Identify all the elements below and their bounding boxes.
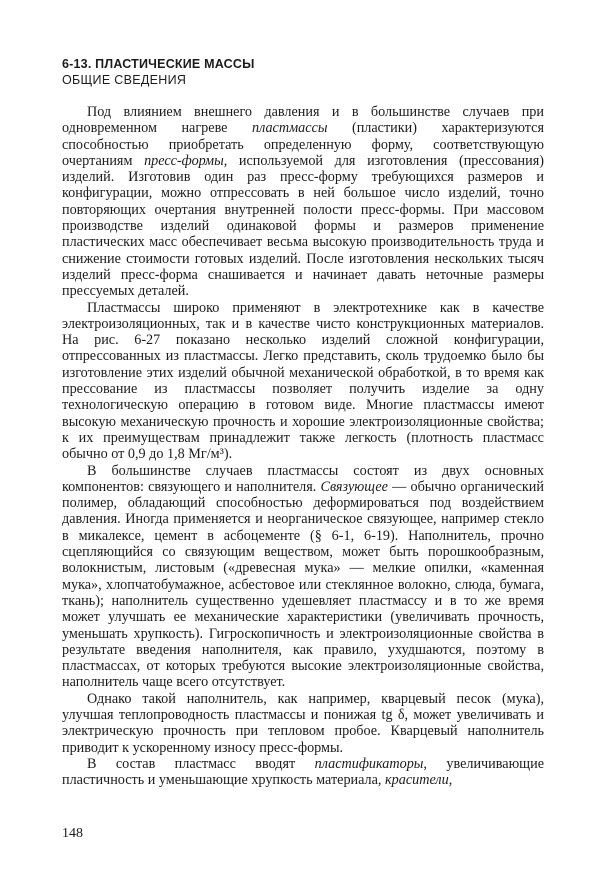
body-text <box>62 104 544 788</box>
italic-term: Связующее <box>320 478 388 495</box>
text-run: — обычно органический полимер, обладающий способностью деформироваться под воздействием давления. Иногда применяется и неорганическое связующее, например стекло в микалексе, цемент в асбоцементе (§ 6-1, 6-19). Наполнитель, прочно сцепляющийся со связующим веществом, может быть порошкообразным, волокнистым, листовым («древесная мука» — мелкие опилки, «каменная мука», хлопчатобумажное, асбестовое или стеклянное волокно, слюда, бумага, ткань); наполнитель существенно удешевляет пластмассу и в то же время может улучшать ее механические характеристики (увеличивать прочность, уменьшать хрупкость). Гигроскопичность и электроизоляционные свойства в результате введения наполнителя, как правило, ухудшаются, поэтому в пластмассах, от которых требуются высокие электроизоляционные свойства, наполнитель чаще всего отсутствует. <box>62 478 544 691</box>
paragraph <box>62 756 544 789</box>
paragraph <box>62 300 544 463</box>
italic-term: пластификаторы <box>314 755 424 772</box>
text-run: Пластмассы широко применяют в электротехнике как в качестве электроизоляционных, так и в качестве чисто конструкционных материалов. На рис. 6-27 показано несколько изделий сложной конфигурации, отпрессованных из пластмассы. Легко представить, сколь трудоемко было бы изготовление этих изделий обычной механической обработкой, в то время как прессование из пластмассы позволяет получить изделие за одну технологическую операцию в готовом виде. Многие пластмассы имеют высокую механическую прочность и хорошие электроизоляционные свойства; к их преимуществам принадлежит также легкость (плотность пластмасс обычно от 0,9 до 1,8 Мг/м³). <box>62 299 544 463</box>
text-run: Под влиянием внешнего давления и в большинстве случаев при одновременном нагреве <box>62 104 544 137</box>
book-page <box>62 56 544 788</box>
page-number: 148 <box>62 826 83 841</box>
text-run: , <box>448 772 453 789</box>
text-run: Однако такой наполнитель, как например, кварцевый песок (мука), улучшая теплопроводность пластмассы и понижая tg δ, может увеличивать и электрическую прочность при тепловом пробое. Кварцевый наполнитель приводит к ускоренному износу пресс-формы. <box>62 690 544 756</box>
text-run: В состав пластмасс вводят <box>87 755 315 772</box>
text-run: , используемой для изготовления (прессования) изделий. Изготовив один раз пресс-форму требующихся размеров и конфигурации, можно отпрессовать в ней большое число изделий, точно повторяющих очертания внутренней полости пресс-формы. При массовом производстве изделий одинаковой формы и размеров применение пластических масс обеспечивает весьма высокую производительность труда и снижение стоимости готовых изделий. После изготовления нескольких тысяч изделий пресс-форма снашивается и начинает давать неточные размеры прессуемых деталей. <box>62 152 544 300</box>
text-run: , увеличивающие пластичность и уменьшающие хрупкость материала, <box>62 755 544 789</box>
italic-term: пресс-формы <box>144 152 224 169</box>
paragraph <box>62 463 544 691</box>
text-run: (пластики) характеризуются способностью приобретать определенную форму, соответствующую очертаниям <box>62 120 544 169</box>
italic-term: пластмассы <box>252 120 328 137</box>
text-run: В большинстве случаев пластмассы состоят из двух основных компонентов: связующего и наполнителя. <box>62 462 544 495</box>
paragraph <box>62 691 544 756</box>
section-subheading: ОБЩИЕ СВЕДЕНИЯ <box>62 73 187 87</box>
section-heading: 6-13. ПЛАСТИЧЕСКИЕ МАССЫ <box>62 57 255 71</box>
italic-term: красители <box>385 772 449 789</box>
paragraph <box>62 104 544 300</box>
